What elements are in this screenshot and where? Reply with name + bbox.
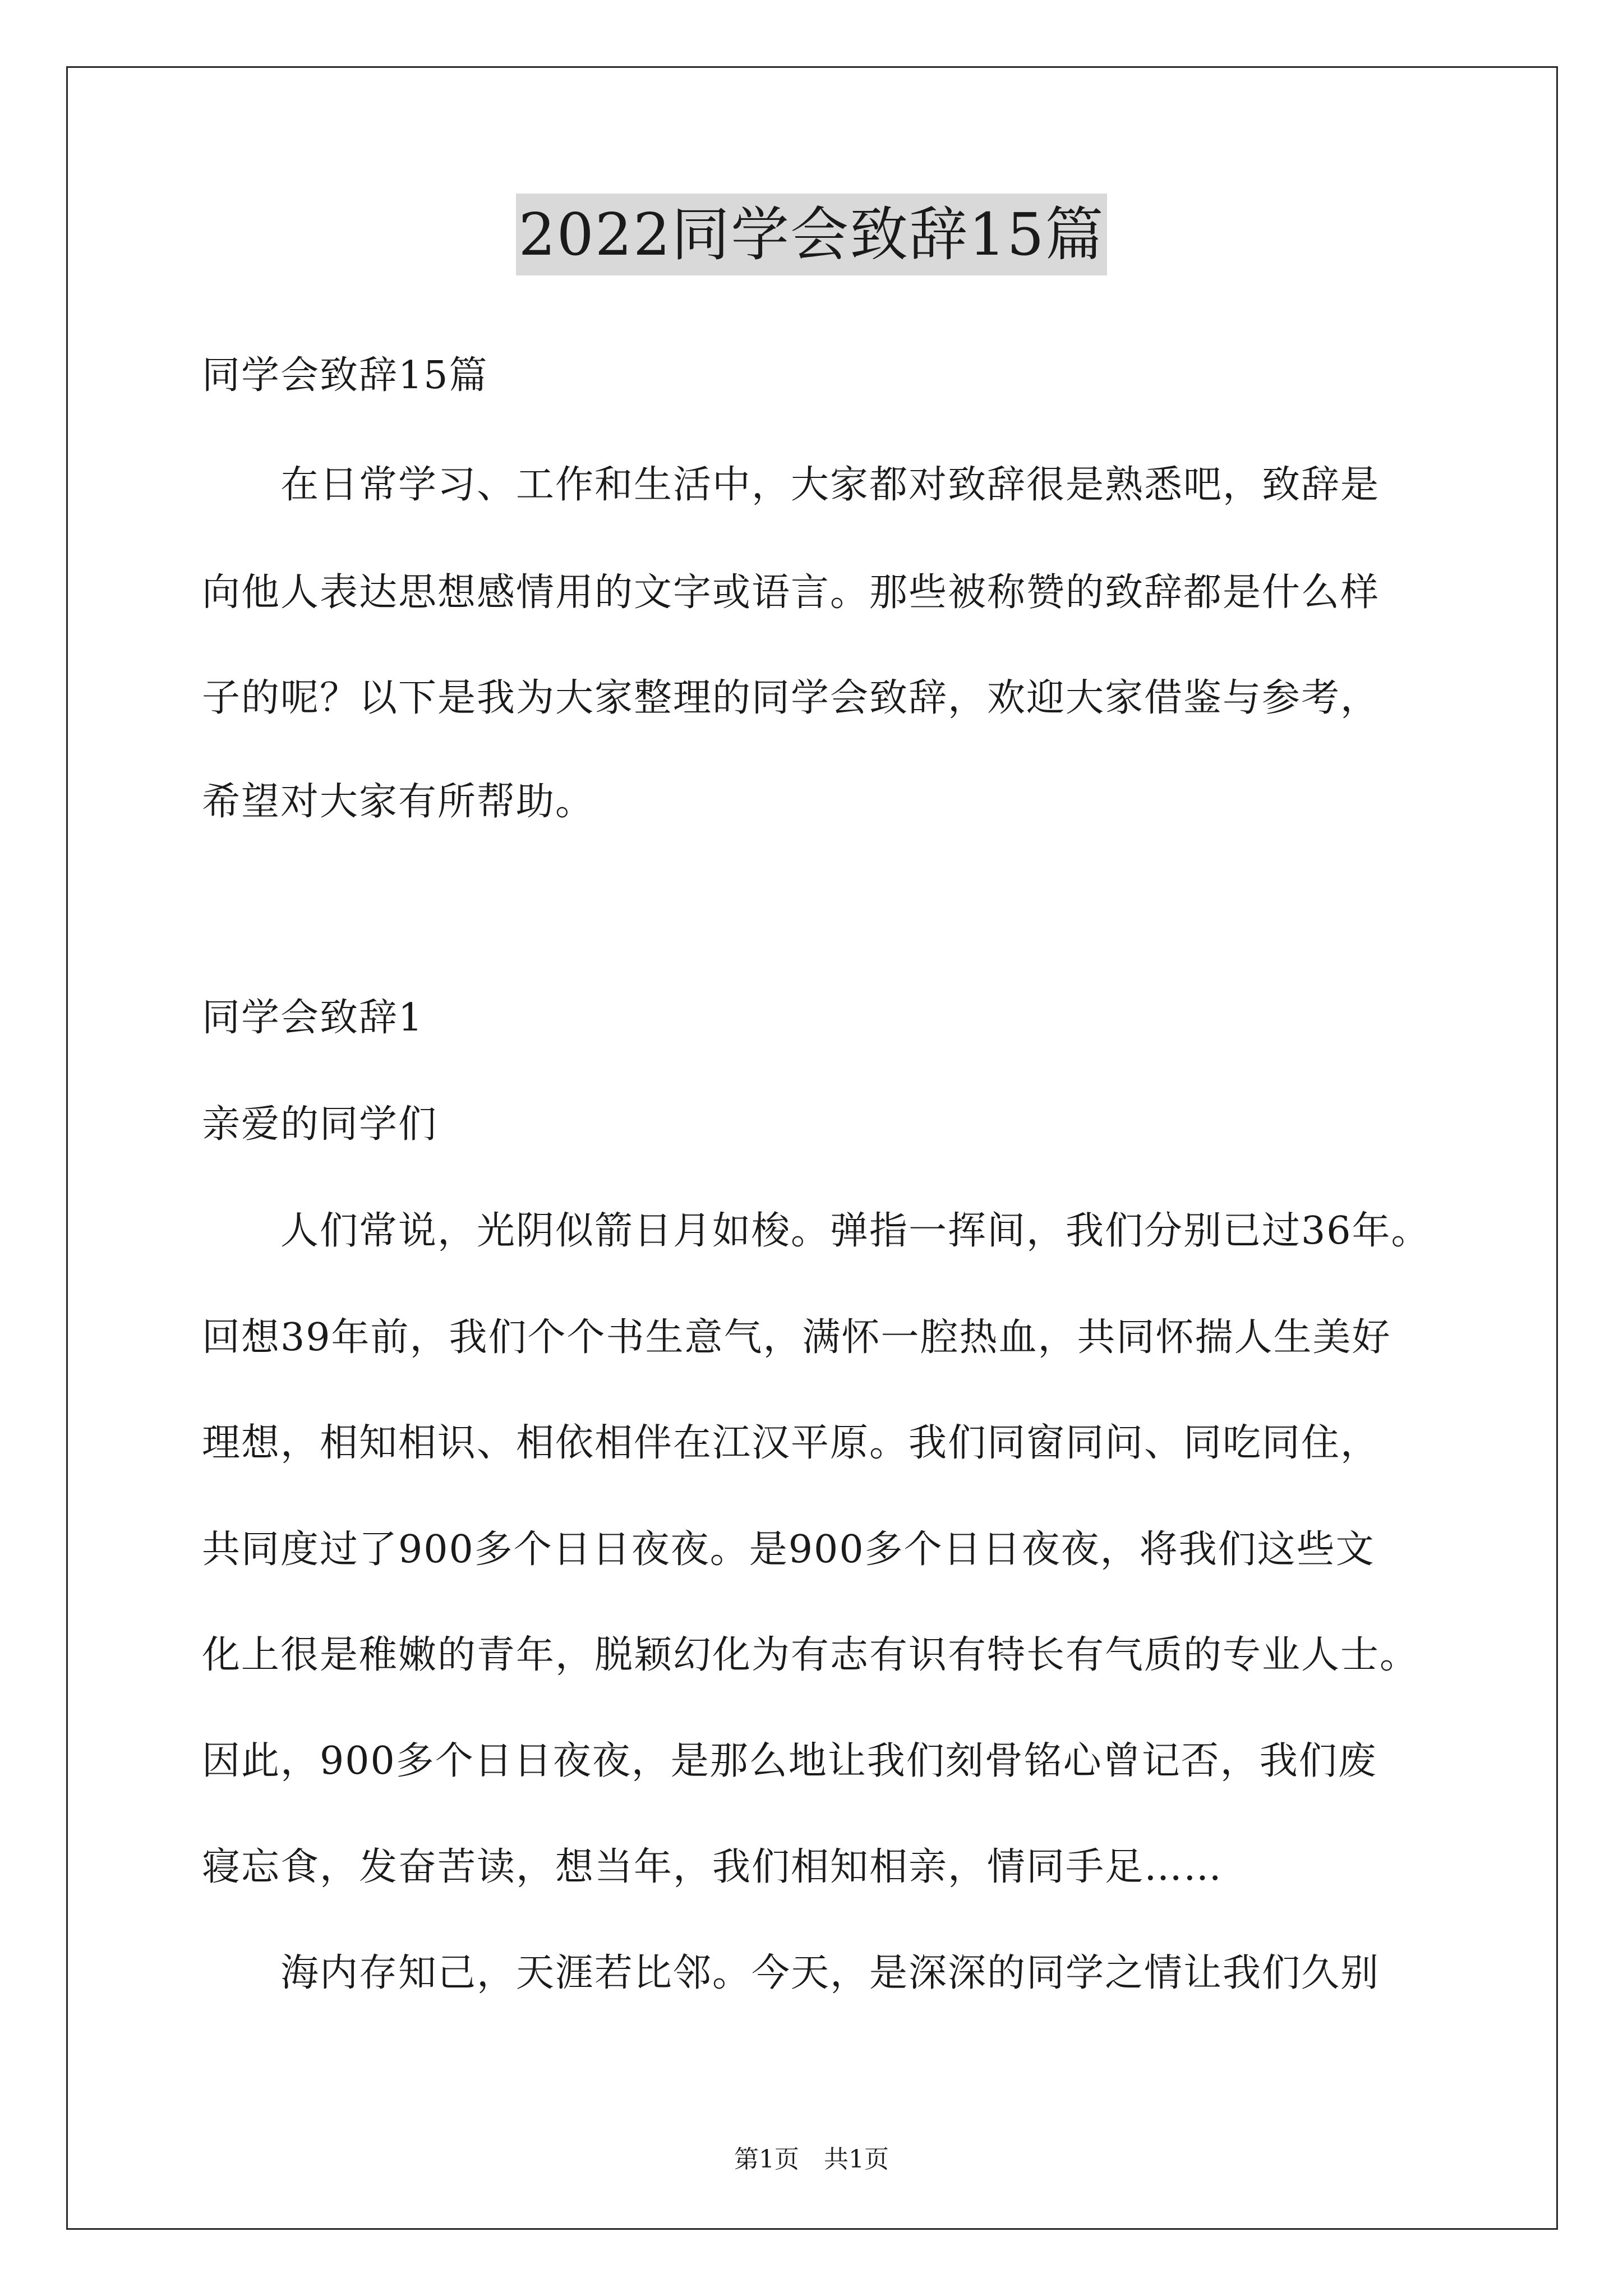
intro-line: 向他人表达思想感情用的文字或语言。那些被称赞的致辞都是什么样 [202,570,1380,615]
salutation: 亲爱的同学们 [202,1102,438,1147]
body-line: 因此，900多个日日夜夜，是那么地让我们刻骨铭心曾记否，我们废 [202,1739,1377,1783]
document-title: 2022同学会致辞15篇 [516,194,1106,275]
section-heading: 同学会致辞1 [202,996,424,1040]
body-line: 海内存知己，天涯若比邻。今天，是深深的同学之情让我们久别 [280,1951,1380,1995]
body-line: 共同度过了900多个日日夜夜。是900多个日日夜夜，将我们这些文 [202,1527,1375,1572]
body-line: 理想，相知相识、相依相伴在江汉平原。我们同窗同问、同吃同住， [202,1421,1380,1465]
body-line: 人们常说，光阴似箭日月如梭。弹指一挥间，我们分别已过36年。 [280,1209,1431,1253]
body-line: 回想39年前，我们个个书生意气，满怀一腔热血，共同怀揣人生美好 [202,1315,1391,1360]
body-line: 化上很是稚嫩的青年，脱颖幻化为有志有识有特长有气质的专业人士。 [202,1633,1419,1677]
title-container [0,194,1623,275]
intro-line: 希望对大家有所帮助。 [202,780,595,824]
intro-line: 子的呢？以下是我为大家整理的同学会致辞，欢迎大家借鉴与参考， [202,676,1380,720]
body-line: 寝忘食，发奋苦读，想当年，我们相知相亲，情同手足…… [202,1845,1223,1889]
page-footer: 第1页 共1页 [734,2145,889,2174]
subtitle: 同学会致辞15篇 [202,353,488,398]
intro-line: 在日常学习、工作和生活中，大家都对致辞很是熟悉吧，致辞是 [280,463,1380,507]
